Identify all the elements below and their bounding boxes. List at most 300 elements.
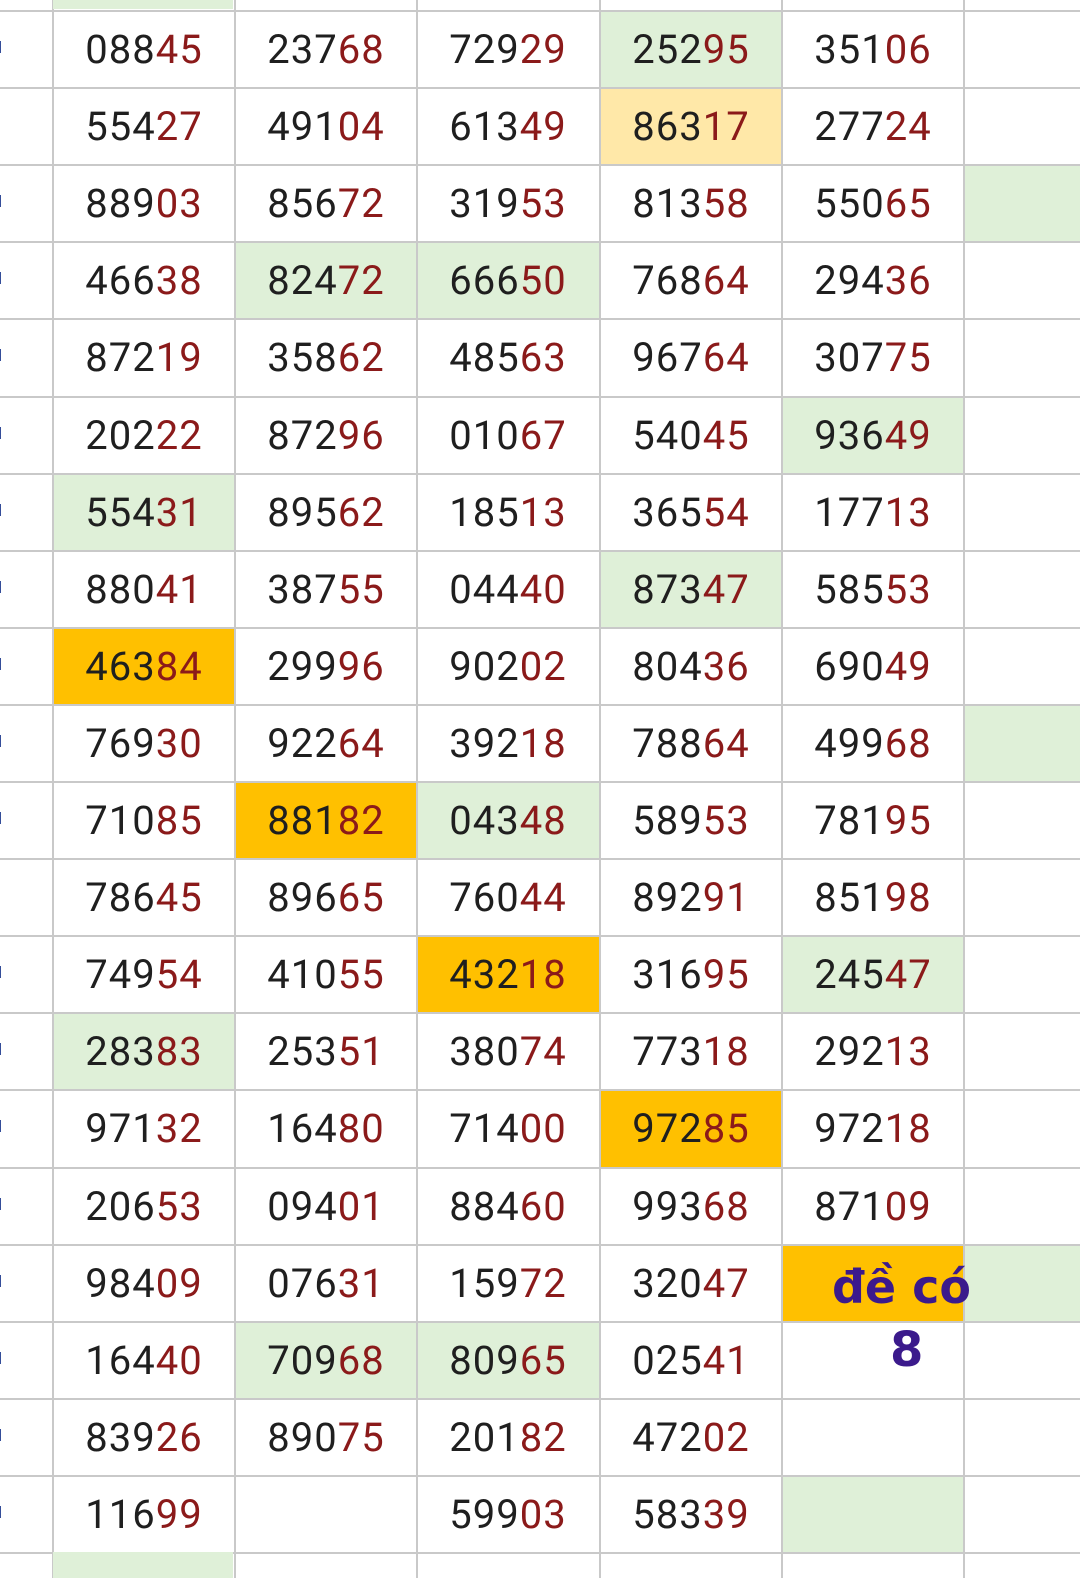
cell-value [600,1245,782,1322]
cell-value [782,88,964,165]
cell-value-tail: 58 [702,180,750,228]
table-cell[interactable] [53,628,235,705]
cell-value-tail: 55 [337,951,385,999]
cell-value-head: 896 [267,874,338,922]
cell-value-head: 463 [85,642,156,690]
cell-value-tail: 62 [337,488,385,536]
cell-value-head: 839 [85,1413,156,1461]
cell-value [53,782,235,859]
cell-value-head: 294 [814,257,885,305]
cell-value-tail: 51 [337,1028,385,1076]
cell-value-head: 813 [632,180,703,228]
table-cell[interactable] [600,705,782,782]
table-cell[interactable] [417,397,599,474]
cell-value-tail: 27 [155,103,203,151]
grid-row-line [0,1012,1080,1014]
cell-value [53,1013,235,1090]
cell-value [235,242,417,319]
table-cell[interactable] [417,88,599,165]
cell-value-tail: 18 [702,1028,750,1076]
cell-value-tail: 54 [155,951,203,999]
grid-row-line [0,704,1080,706]
grid-col-line [52,0,54,1578]
table-cell[interactable] [964,165,1080,242]
cell-value-tail: 31 [155,488,203,536]
cell-value-tail: 64 [702,334,750,382]
cell-value-head: 880 [85,565,156,613]
table-cell[interactable] [782,1013,964,1090]
cell-value-tail: 09 [155,1259,203,1307]
cell-value [782,936,964,1013]
cell-value-tail: 36 [884,257,932,305]
cell-value-head: 892 [632,874,703,922]
grid-row-line [0,87,1080,89]
table-cell[interactable] [782,397,964,474]
cell-value [53,1476,235,1553]
row-header-fragment [0,735,7,747]
cell-value-head: 365 [632,488,703,536]
cell-value [782,1090,964,1167]
table-cell[interactable] [600,782,782,859]
cell-value-head: 768 [632,257,703,305]
cell-value [600,1090,782,1167]
table-cell[interactable] [53,936,235,1013]
cell-value-head: 936 [814,411,885,459]
table-cell[interactable] [600,242,782,319]
row-header-fragment [0,658,7,670]
table-cell[interactable] [417,551,599,628]
table-cell[interactable] [53,1322,235,1399]
table-cell[interactable] [417,936,599,1013]
cell-value-head: 177 [814,488,885,536]
grid-row-line [0,935,1080,937]
grid-row-line [0,318,1080,320]
table-cell[interactable] [782,1168,964,1245]
cell-value [417,474,599,551]
cell-value [53,165,235,242]
table-cell[interactable] [600,1245,782,1322]
grid-row-line [0,1398,1080,1400]
table-cell[interactable] [53,705,235,782]
cell-value [53,1090,235,1167]
table-cell[interactable] [235,1322,417,1399]
cell-value-tail: 40 [155,1336,203,1384]
table-cell[interactable] [782,474,964,551]
table-cell[interactable] [600,628,782,705]
grid-row-line [0,1475,1080,1477]
cell-value-head: 159 [449,1259,520,1307]
cell-value [600,936,782,1013]
table-cell[interactable] [600,319,782,396]
table-cell[interactable] [53,551,235,628]
table-cell[interactable] [235,936,417,1013]
grid-row-line [0,473,1080,475]
cell-value [235,1399,417,1476]
table-cell[interactable] [782,1476,964,1553]
cell-value-tail: 40 [519,565,567,613]
table-cell[interactable] [235,705,417,782]
table-cell[interactable] [417,1399,599,1476]
cell-value [782,782,964,859]
cell-value-tail: 72 [519,1259,567,1307]
cell-value-tail: 32 [155,1105,203,1153]
table-cell[interactable] [53,1399,235,1476]
table-cell[interactable] [417,474,599,551]
cell-value [417,936,599,1013]
cell-value [235,1013,417,1090]
table-cell[interactable] [600,1476,782,1553]
row-header-fragment [0,1429,7,1441]
row-header-fragment [0,812,7,824]
cell-value-tail: 01 [337,1182,385,1230]
cell-value [53,859,235,936]
row-header-fragment [0,1120,7,1132]
table-cell[interactable] [600,474,782,551]
cell-value [600,319,782,396]
table-cell[interactable] [600,88,782,165]
table-cell[interactable] [235,397,417,474]
cell-value [235,782,417,859]
cell-value-head: 769 [85,719,156,767]
cell-value-head: 252 [632,26,703,73]
table-cell[interactable] [235,319,417,396]
cell-value [417,628,599,705]
cell-value-head: 358 [267,334,338,382]
cell-value-tail: 47 [702,565,750,613]
cell-value-head: 043 [449,797,520,844]
table-cell[interactable] [782,88,964,165]
cell-value-tail: 13 [519,488,567,536]
table-cell[interactable] [417,165,599,242]
cell-value [600,1399,782,1476]
cell-value-head: 410 [267,951,338,999]
cell-value-head: 206 [85,1182,156,1230]
row-header-fragment [0,349,7,361]
table-cell[interactable] [782,782,964,859]
cell-value-head: 554 [85,103,156,151]
cell-value-tail: 99 [155,1490,203,1538]
cell-value [600,551,782,628]
table-cell[interactable] [53,242,235,319]
table-cell[interactable] [600,859,782,936]
cell-value-tail: 95 [702,26,750,73]
table-cell[interactable] [782,11,964,88]
table-cell[interactable] [964,705,1080,782]
cell-value-head: 851 [814,874,885,922]
cell-value [235,705,417,782]
cell-value-tail: 53 [702,797,750,844]
row-header-fragment [0,41,7,53]
cell-value-tail: 64 [337,719,385,767]
cell-value [782,242,964,319]
table-cell[interactable] [235,1399,417,1476]
cell-value [782,474,964,551]
cell-value-tail: 49 [519,103,567,151]
table-cell[interactable] [235,1168,417,1245]
cell-value-head: 088 [85,26,156,73]
table-cell[interactable] [53,859,235,936]
row-header-fragment [0,581,7,593]
table-cell[interactable] [417,628,599,705]
table-cell[interactable] [417,1245,599,1322]
cell-value-tail: 60 [519,1182,567,1230]
table-cell[interactable] [235,628,417,705]
table-cell[interactable] [417,1168,599,1245]
table-cell[interactable] [600,11,782,88]
cell-value [53,1168,235,1245]
table-cell[interactable] [782,628,964,705]
cell-value-tail: 80 [337,1105,385,1153]
grid-col-line [234,0,236,1578]
cell-value-head: 319 [449,180,520,228]
cell-value [782,165,964,242]
cell-value-head: 387 [267,565,338,613]
cell-value-tail: 47 [884,951,932,999]
cell-value-head: 786 [85,874,156,922]
cell-value-tail: 00 [519,1105,567,1153]
cell-value [235,1090,417,1167]
cell-value-head: 773 [632,1028,703,1076]
cell-value-head: 010 [449,411,520,459]
cell-value-head: 890 [267,1413,338,1461]
cell-value-head: 895 [267,488,338,536]
cell-value-tail: 82 [337,797,385,844]
cell-value-head: 466 [85,257,156,305]
cell-value-tail: 24 [884,103,932,151]
row-header-fragment [0,504,7,516]
table-cell[interactable] [600,551,782,628]
table-cell[interactable] [782,859,964,936]
cell-value [417,1090,599,1167]
table-cell[interactable] [782,165,964,242]
table-cell[interactable] [235,88,417,165]
cell-value [600,165,782,242]
table-cell[interactable] [53,1476,235,1553]
cell-value-tail: 85 [155,797,203,844]
cell-value-tail: 26 [155,1413,203,1461]
table-cell[interactable] [235,165,417,242]
table-cell[interactable] [600,397,782,474]
cell-value-tail: 06 [884,26,932,73]
cell-value-head: 554 [85,488,156,536]
table-cell[interactable] [782,936,964,1013]
table-cell[interactable] [417,319,599,396]
cell-value [235,628,417,705]
cell-value [782,628,964,705]
table-cell[interactable] [417,11,599,88]
grid-row-line [0,1167,1080,1169]
cell-value-tail: 18 [519,951,567,999]
note-text-line2: 8 [890,1322,924,1378]
cell-value [417,242,599,319]
cell-value-tail: 18 [519,719,567,767]
table-cell[interactable] [600,1013,782,1090]
cell-value-tail: 30 [155,719,203,767]
table-cell[interactable] [417,242,599,319]
cell-value-tail: 45 [155,874,203,922]
cell-value [782,859,964,936]
table-cell[interactable] [53,1245,235,1322]
cell-value-tail: 68 [702,1182,750,1230]
table-cell[interactable] [235,242,417,319]
cell-value-tail: 36 [702,642,750,690]
table-cell[interactable] [235,1245,417,1322]
table-cell[interactable] [417,705,599,782]
cell-value-head: 967 [632,334,703,382]
grid-row-line [0,396,1080,398]
cell-value [53,1322,235,1399]
table-cell[interactable] [782,551,964,628]
cell-value-head: 164 [85,1336,156,1384]
cell-value [53,474,235,551]
cell-value-tail: 95 [702,951,750,999]
cell-value-tail: 84 [155,642,203,690]
cell-value-tail: 65 [884,180,932,228]
cell-value [600,1476,782,1553]
cell-value [782,319,964,396]
table-cell[interactable] [417,1090,599,1167]
table-cell[interactable] [417,782,599,859]
cell-value-tail: 22 [155,411,203,459]
cell-value-head: 044 [449,565,520,613]
table-cell[interactable] [600,936,782,1013]
cell-value-tail: 03 [155,180,203,228]
cell-value-tail: 96 [337,411,385,459]
table-cell[interactable] [53,88,235,165]
cell-value-head: 292 [814,1028,885,1076]
table-cell[interactable] [53,1013,235,1090]
cell-value [417,1476,599,1553]
table-cell[interactable] [235,551,417,628]
cell-value [417,782,599,859]
table-cell[interactable] [417,1476,599,1553]
table-cell[interactable] [53,474,235,551]
table-cell[interactable] [53,319,235,396]
cell-value-head: 872 [85,334,156,382]
cell-value-tail: 48 [519,797,567,844]
cell-value-head: 714 [449,1105,520,1153]
cell-value-tail: 85 [702,1105,750,1153]
note-text-line1: đề có [832,1260,972,1314]
cell-value-head: 585 [814,565,885,613]
table-cell[interactable] [235,474,417,551]
cell-value [235,474,417,551]
cell-value-tail: 41 [702,1336,750,1384]
cell-value-tail: 17 [702,103,750,151]
cell-value-tail: 68 [337,1336,385,1384]
table-cell[interactable] [782,242,964,319]
table-cell[interactable] [235,859,417,936]
table-cell[interactable] [235,1090,417,1167]
cell-value [53,1399,235,1476]
table-cell[interactable] [53,782,235,859]
table-cell[interactable] [53,1090,235,1167]
cell-value-head: 809 [449,1336,520,1384]
cell-value-tail: 63 [519,334,567,382]
cell-value [235,1245,417,1322]
cell-value-head: 690 [814,642,885,690]
table-cell[interactable] [53,1168,235,1245]
cell-value [417,705,599,782]
cell-value-tail: 18 [884,1105,932,1153]
cell-value-head: 094 [267,1182,338,1230]
cell-value-head: 666 [449,257,520,305]
cell-value [53,705,235,782]
cell-value [53,628,235,705]
table-cell[interactable] [235,1013,417,1090]
cell-value-head: 307 [814,334,885,382]
table-cell[interactable] [782,1090,964,1167]
table-cell[interactable] [782,705,964,782]
cell-value-head: 884 [449,1182,520,1230]
cell-value [782,1168,964,1245]
table-cell[interactable] [600,165,782,242]
cell-value-head: 491 [267,103,338,151]
cell-value-tail: 74 [519,1028,567,1076]
table-cell[interactable] [235,11,417,88]
table-cell[interactable] [600,1168,782,1245]
table-cell[interactable] [600,1322,782,1399]
cell-value-tail: 68 [884,719,932,767]
grid-col-line [599,0,601,1578]
cell-value-tail: 75 [884,334,932,382]
table-cell[interactable] [964,1245,1080,1322]
cell-value [235,1168,417,1245]
cell-value-head: 316 [632,951,703,999]
cell-value-tail: 39 [702,1490,750,1538]
cell-value [782,397,964,474]
cell-value-tail: 83 [155,1028,203,1076]
cell-value [600,242,782,319]
cell-value [600,11,782,88]
cell-value-tail: 31 [337,1259,385,1307]
cell-value [600,1322,782,1399]
table-cell[interactable] [417,859,599,936]
table-cell[interactable] [53,165,235,242]
table-cell[interactable] [417,1322,599,1399]
cell-value [417,165,599,242]
grid-row-line [0,550,1080,552]
cell-value-head: 164 [267,1105,338,1153]
table-cell[interactable] [417,1013,599,1090]
cell-value [235,11,417,88]
cell-value-head: 613 [449,103,520,151]
cell-value-head: 380 [449,1028,520,1076]
table-cell[interactable] [235,782,417,859]
cell-value [235,88,417,165]
table-cell[interactable] [600,1399,782,1476]
grid-row-line [0,627,1080,629]
cell-value [417,1399,599,1476]
cell-value-tail: 65 [337,874,385,922]
table-cell[interactable] [53,397,235,474]
cell-value-head: 889 [85,180,156,228]
table-cell[interactable] [53,11,235,88]
cell-value [417,397,599,474]
cell-value-head: 873 [632,565,703,613]
cell-value-head: 984 [85,1259,156,1307]
cell-value-head: 760 [449,874,520,922]
partial-cell-highlight [53,0,233,9]
table-cell[interactable] [600,1090,782,1167]
row-header-fragment [0,272,7,284]
cell-value [53,88,235,165]
cell-value-tail: 64 [702,257,750,305]
table-cell[interactable] [782,319,964,396]
cell-value-head: 499 [814,719,885,767]
cell-value [417,319,599,396]
grid-row-line [0,241,1080,243]
